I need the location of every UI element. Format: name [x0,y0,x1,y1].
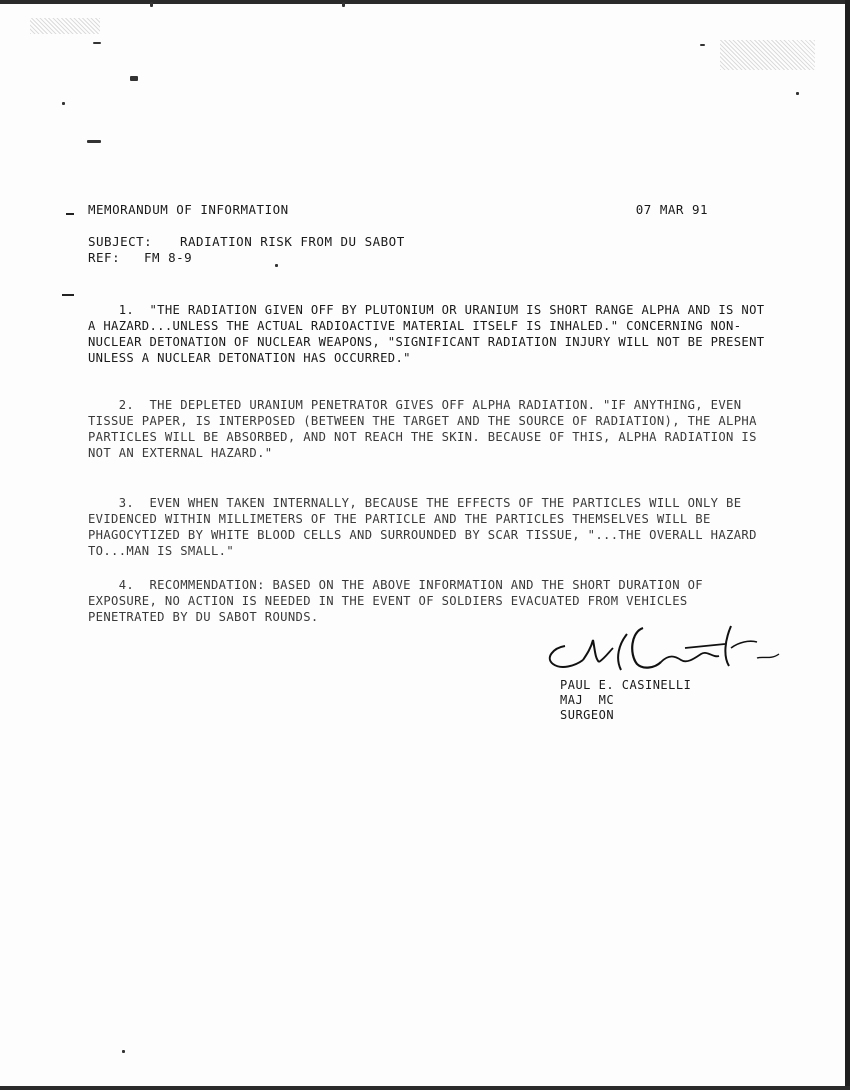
signer-rank: MAJ MC [560,693,615,707]
paragraph-2 [88,381,768,477]
subject-text: RADIATION RISK FROM DU SABOT [180,234,405,249]
ref-text: FM 8-9 [144,250,193,265]
paragraph-number: 2. [118,398,135,412]
paragraph-1 [88,286,773,382]
scan-speck [122,1050,125,1053]
paragraph-number: 4. [118,578,135,592]
scan-speck [62,102,65,105]
scan-speck [93,42,101,44]
subject-label: SUBJECT: [88,234,153,249]
margin-mark [66,213,74,215]
memo-title: MEMORANDUM OF INFORMATION [88,202,289,217]
scan-border-right [845,0,850,1090]
memo-header [88,202,708,217]
paragraph-text: RECOMMENDATION: BASED ON THE ABOVE INFORMATION AND THE SHORT DURATION OF EXPOSURE, NO ACTION IS NEEDED IN THE EVENT OF SOLDIERS EVACUATED FROM VEHICLES PENETRATED BY DU SABOT ROUNDS. [88,578,711,624]
scan-speck [87,140,101,143]
signature-block [560,678,691,723]
scan-speck [130,76,138,81]
paragraph-number: 1. [118,303,135,317]
handwritten-signature [535,618,790,680]
scan-border-bottom [0,1086,850,1090]
scan-speck [796,92,799,95]
scan-speck [700,44,705,46]
margin-mark [62,294,74,296]
paragraph-text: THE DEPLETED URANIUM PENETRATOR GIVES OFF ALPHA RADIATION. "IF ANYTHING, EVEN TISSUE PAPER, IS INTERPOSED (BETWEEN THE TARGET AND THE SOURCE OF RADIATION), THE ALPHA PARTICLES WILL BE ABSORBED, AND NOT REACH THE SKIN. BECAUSE OF THIS, ALPHA RADIATION IS NOT AN EXTERNAL HAZARD." [88,398,765,460]
paragraph-text: EVEN WHEN TAKEN INTERNALLY, BECAUSE THE EFFECTS OF THE PARTICLES WILL ONLY BE EVIDENCED WITHIN MILLIMETERS OF THE PARTICLE AND THE PARTICLES THEMSELVES WILL BE PHAGOCYTIZED BY WHITE BLOOD CELLS AND SURROUNDED BY SCAR TISSUE, "...THE OVERALL HAZARD TO...MAN IS SMALL." [88,496,765,558]
scan-border-top [0,0,850,4]
memo-date: 07 MAR 91 [635,202,708,217]
scan-smudge [720,40,815,70]
paragraph-number: 3. [118,496,135,510]
ref-label: REF: [88,250,121,265]
signer-name: PAUL E. CASINELLI [560,678,692,692]
subject-block [88,234,405,266]
paragraph-text: "THE RADIATION GIVEN OFF BY PLUTONIUM OR URANIUM IS SHORT RANGE ALPHA AND IS NOT A HAZARD...UNLESS THE ACTUAL RADIOACTIVE MATERIAL ITSELF IS INHALED." CONCERNING NON-NUCLEAR DETONATION OF NUCLEAR WEAPONS, "SIGNIFICANT RADIATION INJURY WILL NOT BE PRESENT UNLESS A NUCLEAR DETONATION HAS OCCURRED." [88,303,773,365]
signer-title: SURGEON [560,708,615,722]
scan-smudge [30,18,100,34]
scan-speck [150,2,153,7]
scan-speck [342,2,345,7]
